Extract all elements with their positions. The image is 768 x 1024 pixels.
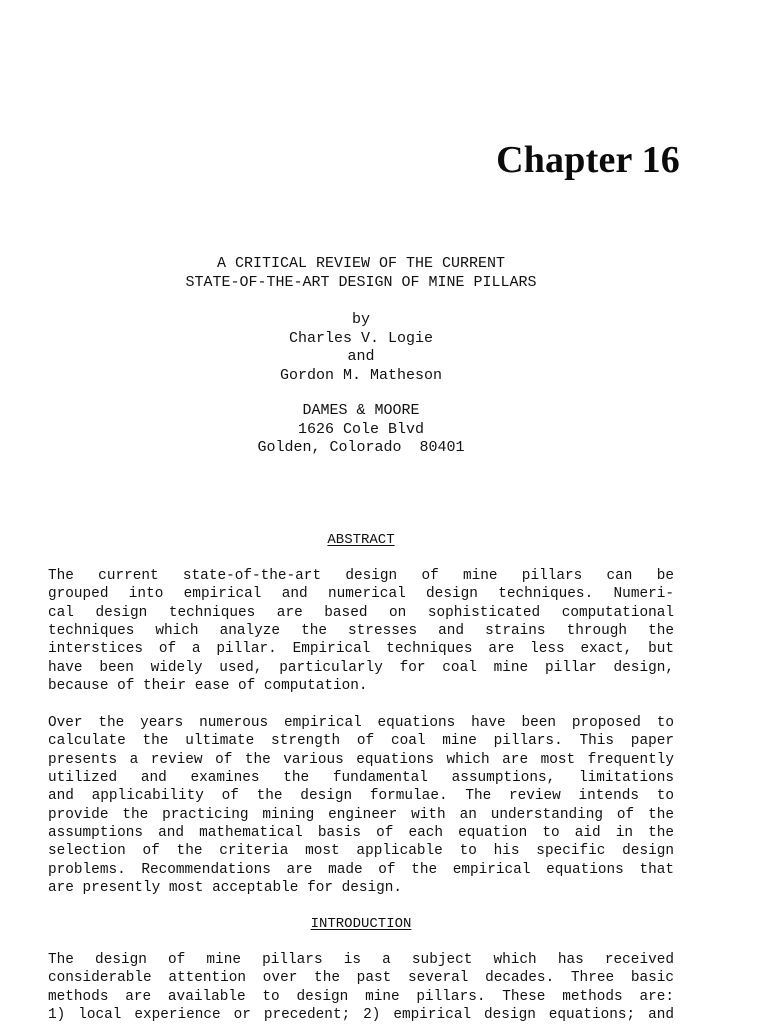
abstract-heading: [48, 531, 674, 549]
introduction-heading: [48, 915, 674, 933]
paragraph-line: have been widely used, particularly for coal mine pillar design,: [48, 659, 674, 676]
abstract-paragraph-2: [48, 714, 674, 897]
paragraph-line: cal design techniques are based on sophisticated computational: [48, 604, 674, 621]
affiliation-org: DAMES & MOORE: [302, 402, 420, 419]
paragraph-line: selection of the criteria most applicable to his specific design: [48, 843, 674, 860]
paragraph-line: are presently most acceptable for design.: [48, 880, 403, 897]
paragraph-line: presents a review of the various equations which are most frequently: [48, 751, 674, 768]
paragraph-line: provide the practicing mining engineer with an understanding of the: [48, 806, 674, 823]
introduction-heading-text: INTRODUCTION: [310, 916, 412, 932]
paragraph-line: methods are available to design mine pillars. These methods are:: [48, 988, 674, 1005]
paragraph-line: calculate the ultimate strength of coal mine pillars. This paper: [48, 733, 674, 750]
paragraph-line: grouped into empirical and numerical design techniques. Numeri-: [48, 586, 674, 603]
title-line-2: STATE-OF-THE-ART DESIGN OF MINE PILLARS: [185, 273, 537, 291]
paragraph-line: The current state-of-the-art design of mine pillars can be: [48, 568, 674, 584]
paragraph-line: techniques which analyze the stresses and strains through the: [48, 623, 674, 640]
abstract-heading-text: ABSTRACT: [327, 532, 395, 548]
paragraph-line: interstices of a pillar. Empirical techniques are less exact, but: [48, 641, 674, 658]
paragraph-line: problems. Recommendations are made of the empirical equations that: [48, 861, 674, 878]
by-label: by: [351, 311, 370, 328]
paragraph-line: Over the years numerous empirical equations have been proposed to: [48, 715, 674, 731]
affiliation-street: 1626 Cole Blvd: [297, 420, 425, 438]
author-block: [48, 311, 674, 385]
paper-title: [48, 255, 674, 292]
affiliation-block: [48, 402, 674, 458]
author-name-2: Gordon M. Matheson: [279, 366, 443, 384]
introduction-paragraph-1: [48, 951, 674, 1024]
paragraph-line: assumptions and mathematical basis of each equation to aid in the: [48, 825, 674, 842]
affiliation-city: Golden, Colorado 80401: [257, 439, 465, 456]
paragraph-line: utilized and examines the fundamental assumptions, limitations: [48, 770, 674, 787]
title-line-1: A CRITICAL REVIEW OF THE CURRENT: [216, 255, 506, 272]
paragraph-line: 1) local experience or precedent; 2) empirical design equations; and: [48, 1007, 674, 1024]
paragraph-line: because of their ease of computation.: [48, 678, 368, 695]
chapter-heading: Chapter 16: [496, 139, 680, 181]
author-name-1: Charles V. Logie: [288, 329, 434, 347]
paragraph-line: The design of mine pillars is a subject which has received: [48, 952, 674, 968]
and-label: and: [347, 348, 375, 365]
abstract-paragraph-1: [48, 567, 674, 695]
paragraph-line: and applicability of the design formulae. The review intends to: [48, 788, 674, 805]
paragraph-line: considerable attention over the past several decades. Three basic: [48, 970, 674, 987]
